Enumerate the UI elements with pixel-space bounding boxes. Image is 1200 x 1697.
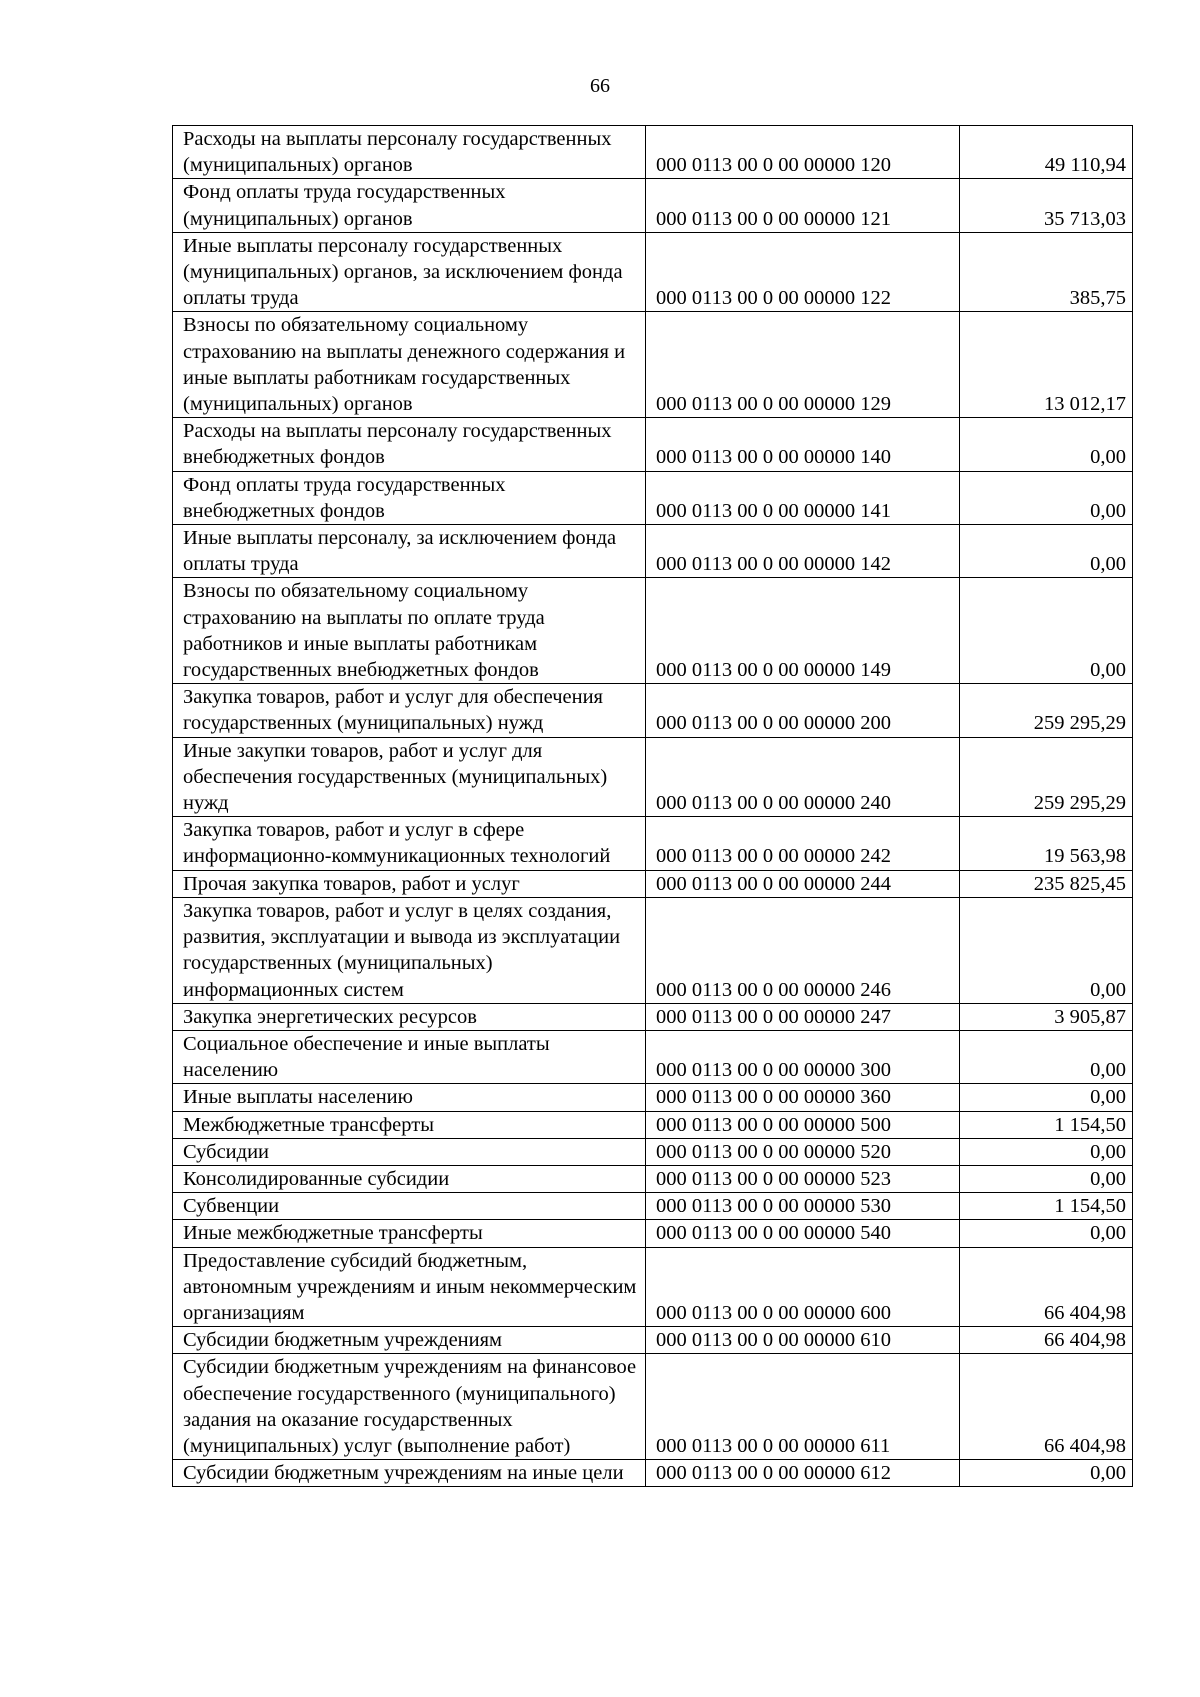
classification-code-cell: 000 0113 00 0 00 00000 120	[646, 126, 960, 179]
amount-cell: 0,00	[960, 418, 1133, 471]
classification-code-cell: 000 0113 00 0 00 00000 246	[646, 897, 960, 1003]
expense-name-cell: Иные закупки товаров, работ и услуг для обеспечения государственных (муниципальных) нужд	[173, 737, 646, 817]
expense-name-cell: Субсидии бюджетным учреждениям	[173, 1327, 646, 1354]
table-row	[173, 1220, 1133, 1247]
table-row	[173, 179, 1133, 232]
expense-name-cell: Предоставление субсидий бюджетным, автономным учреждениям и иным некоммерческим организациям	[173, 1247, 646, 1327]
classification-code-cell: 000 0113 00 0 00 00000 612	[646, 1460, 960, 1487]
expense-name-cell: Закупка товаров, работ и услуг в сфере информационно-коммуникационных технологий	[173, 817, 646, 870]
table-row	[173, 870, 1133, 897]
table-row	[173, 471, 1133, 524]
expense-name-cell: Иные выплаты населению	[173, 1084, 646, 1111]
classification-code-cell: 000 0113 00 0 00 00000 142	[646, 525, 960, 578]
classification-code-cell: 000 0113 00 0 00 00000 600	[646, 1247, 960, 1327]
classification-code-cell: 000 0113 00 0 00 00000 149	[646, 578, 960, 684]
classification-code-cell: 000 0113 00 0 00 00000 520	[646, 1138, 960, 1165]
classification-code-cell: 000 0113 00 0 00 00000 540	[646, 1220, 960, 1247]
amount-cell: 0,00	[960, 525, 1133, 578]
table-row	[173, 1193, 1133, 1220]
expense-name-cell: Взносы по обязательному социальному страхованию на выплаты денежного содержания и иные выплаты работникам государственных (муниципальных) органов	[173, 312, 646, 418]
amount-cell: 0,00	[960, 1138, 1133, 1165]
table-row	[173, 817, 1133, 870]
table-body	[173, 126, 1133, 1487]
expense-name-cell: Фонд оплаты труда государственных (муниципальных) органов	[173, 179, 646, 232]
table-row	[173, 578, 1133, 684]
table-row	[173, 418, 1133, 471]
expense-name-cell: Взносы по обязательному социальному страхованию на выплаты по оплате труда работников и иные выплаты работникам государственных внебюджетных фондов	[173, 578, 646, 684]
amount-cell: 259 295,29	[960, 737, 1133, 817]
amount-cell: 49 110,94	[960, 126, 1133, 179]
expense-name-cell: Фонд оплаты труда государственных внебюджетных фондов	[173, 471, 646, 524]
amount-cell: 3 905,87	[960, 1003, 1133, 1030]
expense-name-cell: Иные выплаты персоналу государственных (муниципальных) органов, за исключением фонда оплаты труда	[173, 232, 646, 312]
amount-cell: 35 713,03	[960, 179, 1133, 232]
amount-cell: 0,00	[960, 1460, 1133, 1487]
amount-cell: 13 012,17	[960, 312, 1133, 418]
table-row	[173, 1084, 1133, 1111]
classification-code-cell: 000 0113 00 0 00 00000 530	[646, 1193, 960, 1220]
expense-name-cell: Закупка товаров, работ и услуг для обеспечения государственных (муниципальных) нужд	[173, 684, 646, 737]
classification-code-cell: 000 0113 00 0 00 00000 523	[646, 1165, 960, 1192]
expense-name-cell: Закупка товаров, работ и услуг в целях создания, развития, эксплуатации и вывода из эксплуатации государственных (муниципальных) информационных систем	[173, 897, 646, 1003]
budget-table	[172, 125, 1133, 1487]
expense-name-cell: Субсидии	[173, 1138, 646, 1165]
table-row	[173, 1138, 1133, 1165]
expense-name-cell: Субвенции	[173, 1193, 646, 1220]
expense-name-cell: Межбюджетные трансферты	[173, 1111, 646, 1138]
table-row	[173, 737, 1133, 817]
table-row	[173, 1030, 1133, 1083]
amount-cell: 0,00	[960, 1165, 1133, 1192]
classification-code-cell: 000 0113 00 0 00 00000 611	[646, 1354, 960, 1460]
amount-cell: 385,75	[960, 232, 1133, 312]
amount-cell: 19 563,98	[960, 817, 1133, 870]
expense-name-cell: Расходы на выплаты персоналу государственных (муниципальных) органов	[173, 126, 646, 179]
classification-code-cell: 000 0113 00 0 00 00000 300	[646, 1030, 960, 1083]
classification-code-cell: 000 0113 00 0 00 00000 360	[646, 1084, 960, 1111]
expense-name-cell: Прочая закупка товаров, работ и услуг	[173, 870, 646, 897]
classification-code-cell: 000 0113 00 0 00 00000 242	[646, 817, 960, 870]
expense-name-cell: Закупка энергетических ресурсов	[173, 1003, 646, 1030]
expense-name-cell: Иные выплаты персоналу, за исключением фонда оплаты труда	[173, 525, 646, 578]
amount-cell: 1 154,50	[960, 1193, 1133, 1220]
amount-cell: 0,00	[960, 1220, 1133, 1247]
classification-code-cell: 000 0113 00 0 00 00000 610	[646, 1327, 960, 1354]
amount-cell: 0,00	[960, 578, 1133, 684]
table-row	[173, 126, 1133, 179]
expense-name-cell: Социальное обеспечение и иные выплаты населению	[173, 1030, 646, 1083]
table-row	[173, 684, 1133, 737]
classification-code-cell: 000 0113 00 0 00 00000 140	[646, 418, 960, 471]
table-row	[173, 1003, 1133, 1030]
table-row	[173, 1165, 1133, 1192]
amount-cell: 0,00	[960, 1084, 1133, 1111]
classification-code-cell: 000 0113 00 0 00 00000 247	[646, 1003, 960, 1030]
amount-cell: 235 825,45	[960, 870, 1133, 897]
amount-cell: 259 295,29	[960, 684, 1133, 737]
expense-name-cell: Расходы на выплаты персоналу государственных внебюджетных фондов	[173, 418, 646, 471]
amount-cell: 0,00	[960, 1030, 1133, 1083]
classification-code-cell: 000 0113 00 0 00 00000 122	[646, 232, 960, 312]
table-row	[173, 232, 1133, 312]
table-row	[173, 1111, 1133, 1138]
amount-cell: 1 154,50	[960, 1111, 1133, 1138]
table-row	[173, 1327, 1133, 1354]
expense-name-cell: Субсидии бюджетным учреждениям на иные цели	[173, 1460, 646, 1487]
amount-cell: 66 404,98	[960, 1354, 1133, 1460]
classification-code-cell: 000 0113 00 0 00 00000 244	[646, 870, 960, 897]
classification-code-cell: 000 0113 00 0 00 00000 121	[646, 179, 960, 232]
table-row	[173, 1460, 1133, 1487]
amount-cell: 0,00	[960, 897, 1133, 1003]
expense-name-cell: Иные межбюджетные трансферты	[173, 1220, 646, 1247]
table-row	[173, 1354, 1133, 1460]
classification-code-cell: 000 0113 00 0 00 00000 141	[646, 471, 960, 524]
page-number: 66	[590, 75, 610, 97]
classification-code-cell: 000 0113 00 0 00 00000 500	[646, 1111, 960, 1138]
table-row	[173, 312, 1133, 418]
table-row	[173, 525, 1133, 578]
classification-code-cell: 000 0113 00 0 00 00000 200	[646, 684, 960, 737]
classification-code-cell: 000 0113 00 0 00 00000 240	[646, 737, 960, 817]
table-row	[173, 1247, 1133, 1327]
classification-code-cell: 000 0113 00 0 00 00000 129	[646, 312, 960, 418]
expense-name-cell: Консолидированные субсидии	[173, 1165, 646, 1192]
amount-cell: 66 404,98	[960, 1247, 1133, 1327]
expense-name-cell: Субсидии бюджетным учреждениям на финансовое обеспечение государственного (муниципального) задания на оказание государственных (муниципальных) услуг (выполнение работ)	[173, 1354, 646, 1460]
table-row	[173, 897, 1133, 1003]
amount-cell: 0,00	[960, 471, 1133, 524]
amount-cell: 66 404,98	[960, 1327, 1133, 1354]
